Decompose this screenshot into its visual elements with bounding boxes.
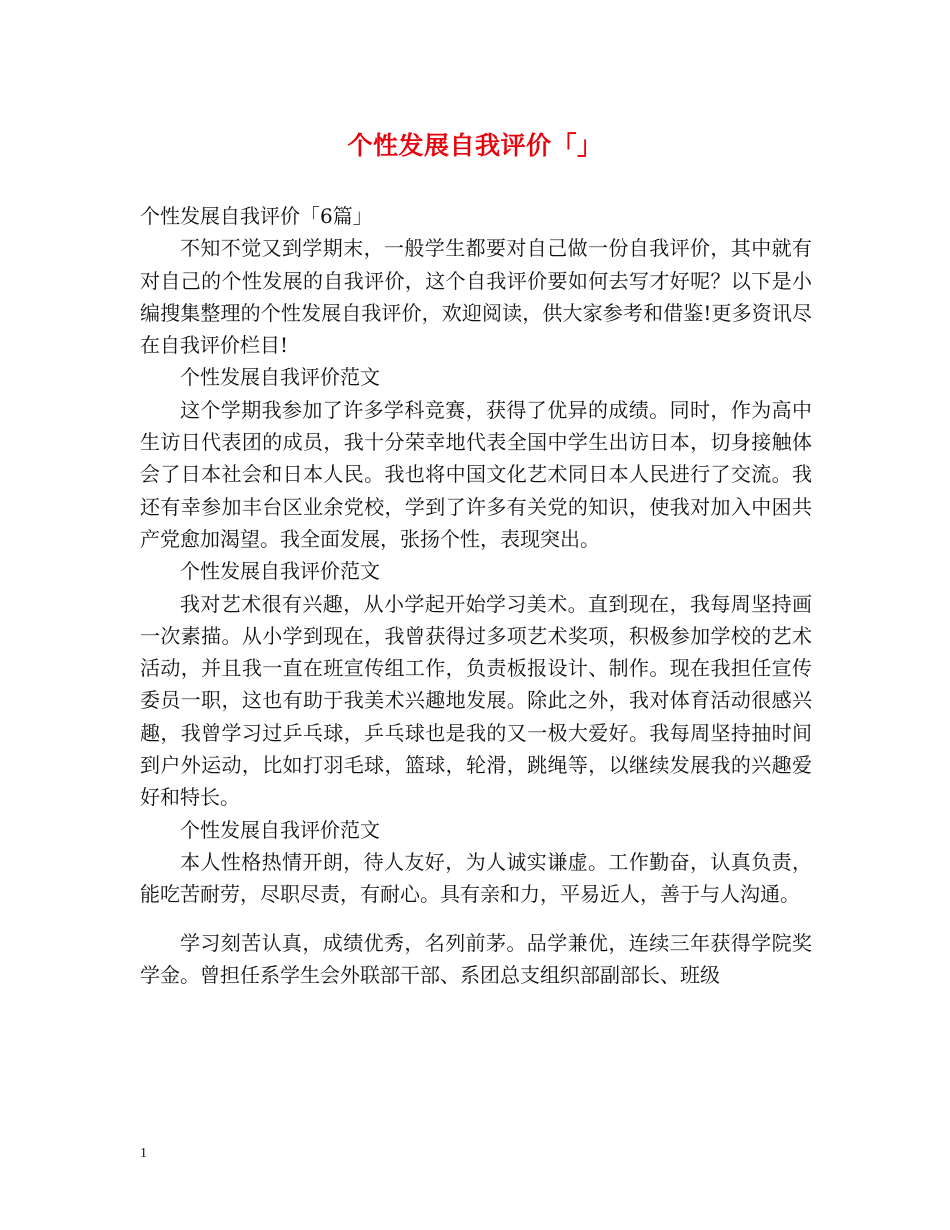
section-heading: 个性发展自我评价范文 (180, 559, 380, 584)
document-title: 个性发展自我评价「」 (347, 131, 603, 160)
page-number: 1 (140, 1146, 147, 1161)
section-heading: 个性发展自我评价范文 (180, 817, 380, 842)
document-body (140, 200, 812, 991)
body-paragraph: 这个学期我参加了许多学科竞赛，获得了优异的成绩。同时，作为高中生访日代表团的成员，我十分荣幸地代表全国中学生出访日本，切身接触体会了日本社会和日本人民。我也将中国文化艺术同日本人民进行了交流。我还有幸参加丰台区业余党校，学到了许多有关党的知识，使我对加入中困共产党愈加渴望。我全面发展，张扬个性，表现突出。 (140, 397, 812, 551)
document-subtitle: 个性发展自我评价「6篇」 (140, 204, 373, 228)
body-paragraph: 本人性格热情开朗，待人友好，为人诚实谦虚。工作勤奋，认真负责，能吃苦耐劳，尽职尽责，有耐心。具有亲和力，平易近人，善于与人沟通。 (140, 849, 812, 907)
body-paragraph: 我对艺术很有兴趣，从小学起开始学习美术。直到现在，我每周坚持画一次素描。从小学到现在，我曾获得过多项艺术奖项，积极参加学校的艺术活动，并且我一直在班宣传组工作，负责板报设计、制作。现在我担任宣传委员一职，这也有助于我美术兴趣地发展。除此之外，我对体育活动很感兴趣，我曾学习过乒乓球，乒乓球也是我的又一极大爱好。我每周坚持抽时间到户外运动，比如打羽毛球，篮球，轮滑，跳绳等，以继续发展我的兴趣爱好和特长。 (140, 591, 812, 810)
body-paragraph: 学习刻苦认真，成绩优秀，名列前茅。品学兼优，连续三年获得学院奖学金。曾担任系学生会外联部干部、系团总支组织部副部长、班级 (140, 930, 812, 987)
section-heading: 个性发展自我评价范文 (180, 365, 380, 390)
intro-paragraph: 不知不觉又到学期末，一般学生都要对自己做一份自我评价，其中就有对自己的个性发展的自我评价，这个自我评价要如何去写才好呢？以下是小编搜集整理的个性发展自我评价，欢迎阅读，供大家参考和借鉴!更多资讯尽在自我评价栏目! (140, 236, 812, 358)
